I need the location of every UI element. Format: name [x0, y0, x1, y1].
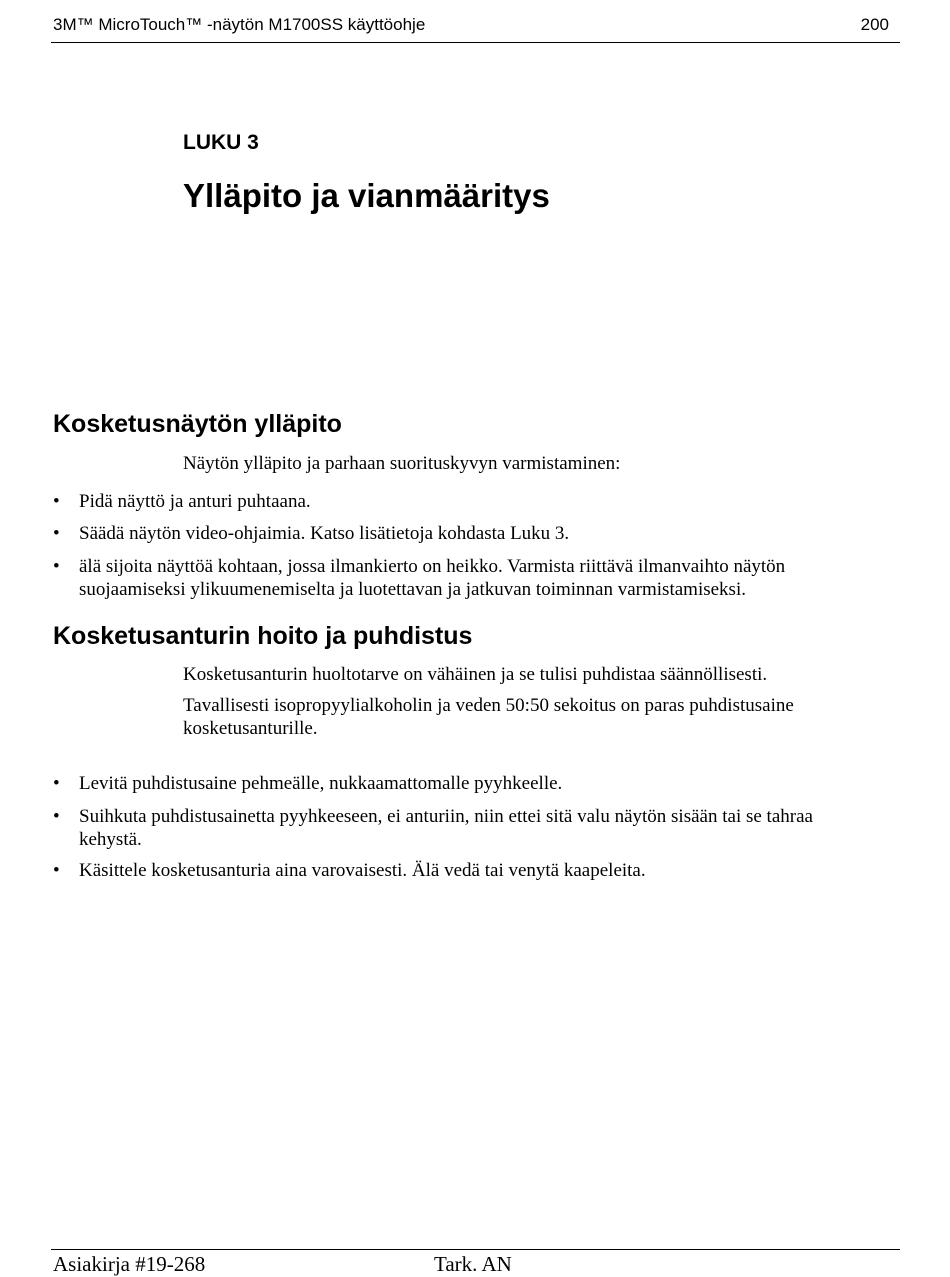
revision: Tark. AN	[434, 1252, 512, 1276]
section-paragraph: Kosketusanturin huoltotarve on vähäinen ja se tulisi puhdistaa säännöllisesti.	[183, 664, 768, 685]
header-rule	[51, 42, 900, 43]
section-heading: Kosketusnäytön ylläpito	[53, 410, 342, 438]
bullet-icon: •	[53, 806, 60, 827]
list-item: • älä sijoita näyttöä kohtaan, jossa ilmankierto on heikko. Varmista riittävä ilmanvaihto näytön suojaamiseksi ylikuumenemiselta ja luotettavan ja jatkuvan toiminnan varmistamiseksi.	[53, 556, 786, 600]
list-item: • Säädä näytön video-ohjaimia. Katso lisätietoja kohdasta Luku 3.	[53, 523, 570, 544]
section-intro: Näytön ylläpito ja parhaan suorituskyvyn varmistaminen:	[183, 453, 621, 474]
page-number: 200	[860, 15, 889, 34]
footer-rule	[51, 1249, 900, 1250]
list-item: • Käsittele kosketusanturia aina varovaisesti. Älä vedä tai venytä kaapeleita.	[53, 860, 646, 881]
bullet-icon: •	[53, 556, 60, 577]
bullet-icon: •	[53, 773, 60, 794]
document-id: Asiakirja #19-268	[53, 1252, 206, 1276]
chapter-title: Ylläpito ja vianmääritys	[183, 177, 550, 214]
bullet-icon: •	[53, 860, 60, 881]
section-paragraph: Tavallisesti isopropyylialkoholin ja veden 50:50 sekoitus on paras puhdistusaine kosketusanturille.	[183, 695, 794, 739]
section-heading: Kosketusanturin hoito ja puhdistus	[53, 622, 473, 650]
list-item: • Levitä puhdistusaine pehmeälle, nukkaamattomalle pyyhkeelle.	[53, 773, 563, 794]
list-item: • Pidä näyttö ja anturi puhtaana.	[53, 491, 311, 512]
header-title: 3M™ MicroTouch™ -näytön M1700SS käyttöohje	[53, 15, 426, 34]
bullet-icon: •	[53, 523, 60, 544]
list-item: • Suihkuta puhdistusainetta pyyhkeeseen, ei anturiin, niin ettei sitä valu näytön sisään tai se tahraa kehystä.	[53, 806, 813, 850]
chapter-label: LUKU 3	[183, 131, 259, 154]
bullet-icon: •	[53, 491, 60, 512]
